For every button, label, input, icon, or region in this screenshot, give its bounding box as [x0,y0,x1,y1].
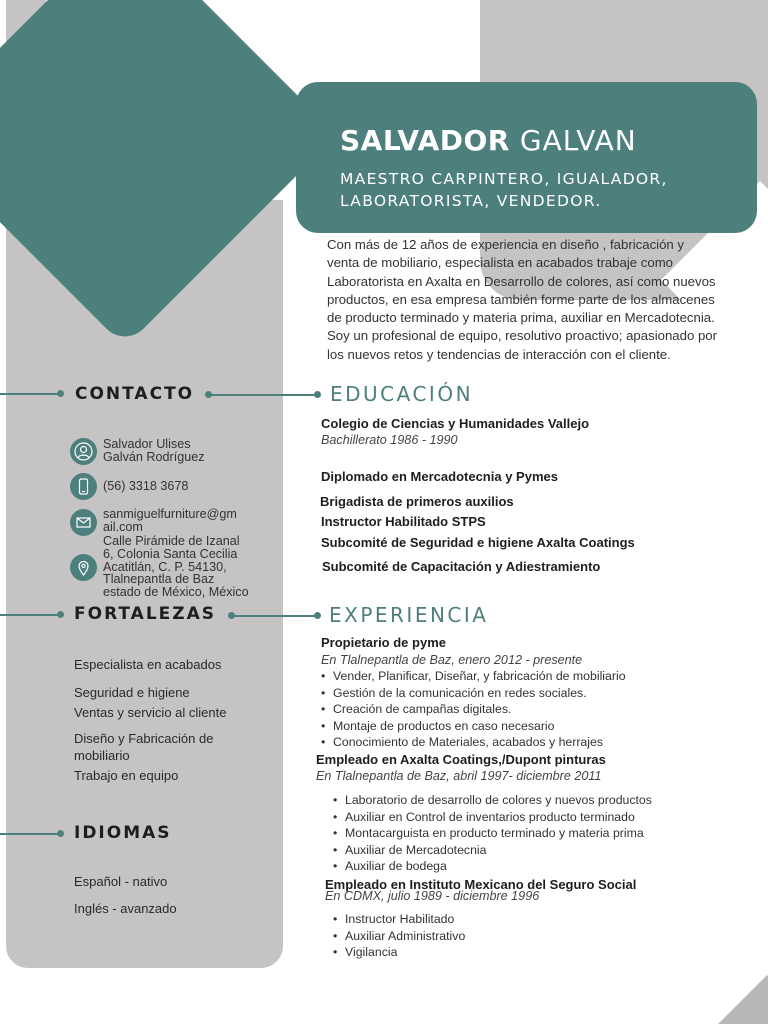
address-line: Acatitlán, C. P. 54130, [103,559,227,574]
job-title: Propietario de pyme [321,635,446,650]
decorative-corner-shape [687,970,768,1024]
address-line: estado de México, México [103,585,249,600]
job-bullet: • Vigilancia [333,944,465,961]
job-bullet: • Conocimiento de Materiales, acabados y herrajes [321,734,626,751]
education-item: Subcomité de Seguridad e higiene Axalta Coatings [321,535,635,550]
job-detail: En Tlalnepantla de Baz, abril 1997- diciembre 2011 [316,769,602,783]
strength-item: Seguridad e higiene [74,685,190,700]
job-detail: En Tlalnepantla de Baz, enero 2012 - presente [321,653,583,667]
contact-phone: (56) 3318 3678 [103,479,189,493]
languages-header-dot [57,830,64,837]
job-bullet: • Creación de campañas digitales. [321,701,626,718]
job-bullet: • Laboratorio de desarrollo de colores y nuevos productos [333,792,652,809]
contact-header-line-left [0,393,60,395]
language-item: Español - nativo [74,874,168,889]
contact-email-line-1: sanmiguelfurniture@gm [103,507,237,521]
contact-name-line-2: Galván Rodríguez [103,449,205,464]
strengths-heading: FORTALEZAS [74,604,216,624]
job-title-line-1: MAESTRO CARPINTERO, IGUALADOR, [340,170,668,188]
job-bullet: • Auxiliar Administrativo [333,928,465,945]
name-banner [296,82,757,233]
strengths-header-line-left [0,614,60,616]
address-line: Tlalnepantla de Baz [103,572,215,587]
last-name: GALVAN [519,124,637,157]
contact-header-dot-left [57,390,64,397]
job-bullet: • Montacarguista en producto terminado y materia prima [333,825,652,842]
strength-item: Diseño y Fabricación de mobiliario [74,731,214,763]
job-bullet: • Auxiliar de bodega [333,858,652,875]
language-item: Inglés - avanzado [74,901,177,916]
profile-summary: Con más de 12 años de experiencia en diseño , fabricación y venta de mobiliario, especialista en acabados trabaje como Laboratorista en Axalta en Desarrollo de colores, así como nuevos productos, en esa empresa también forme parte de los almacenes de producto terminado y materia prima, auxiliar en Mercadotecnia. Soy un profesional de equipo, resolutivo proactivo; apasionado por los nuevos retos y tendencias de interacción con el cliente. [327,237,718,362]
contact-header-line-right [210,394,320,396]
education-header-dot [314,391,321,398]
contact-email-line-2: ail.com [103,519,143,534]
full-name [340,124,637,157]
languages-heading: IDIOMAS [74,823,172,843]
strengths-header-dot-left [57,611,64,618]
contact-name [103,438,205,464]
strength-item: Trabajo en equipo [74,768,179,783]
job-bullets [333,911,465,961]
job-bullets [321,668,626,751]
strengths-header-line-right [234,615,318,617]
experience-header-dot [314,612,321,619]
languages-header-line [0,833,60,835]
job-title-line-2: LABORATORISTA, VENDEDOR. [340,192,602,210]
strength-item: Ventas y servicio al cliente [74,705,227,720]
education-school-detail: Bachillerato 1986 - 1990 [321,433,458,447]
phone-icon [70,473,97,500]
job-bullet: • Montaje de productos en caso necesario [321,718,626,735]
education-heading: EDUCACIÓN [330,382,474,406]
first-name: SALVADOR [340,124,510,157]
decorative-diamond-wrap [0,0,340,350]
education-item: Subcomité de Capacitación y Adiestramiento [322,559,601,574]
contact-name-line-1: Salvador Ulises [103,437,191,451]
strength-item: Especialista en acabados [74,657,222,672]
contact-heading: CONTACTO [75,384,195,404]
job-bullet: • Instructor Habilitado [333,911,465,928]
address-line: Calle Pirámide de Izanal [103,534,240,548]
job-title: Empleado en Instituto Mexicano del Seguro Social [325,877,637,892]
job-bullet: • Auxiliar de Mercadotecnia [333,842,652,859]
decorative-diamond [0,0,337,347]
education-item: Instructor Habilitado STPS [321,514,486,529]
job-title: Empleado en Axalta Coatings,/Dupont pinturas [316,752,606,767]
job-bullet: • Gestión de la comunicación en redes sociales. [321,685,626,702]
contact-address [103,535,249,599]
job-bullets [333,792,652,875]
job-bullet: • Auxiliar en Control de inventarios producto terminado [333,809,652,826]
education-school: Colegio de Ciencias y Humanidades Vallejo [321,416,590,431]
location-icon [70,554,97,581]
contact-email [103,508,237,534]
address-line: 6, Colonia Santa Cecilia [103,546,238,561]
mail-icon [70,509,97,536]
job-detail: En CDMX, julio 1989 - diciembre 1996 [325,889,540,903]
education-item: Diplomado en Mercadotecnia y Pymes [321,469,558,484]
experience-heading: EXPERIENCIA [329,603,489,627]
education-item: Brigadista de primeros auxilios [320,494,514,509]
job-bullet: • Vender, Planificar, Diseñar, y fabricación de mobiliario [321,668,626,685]
user-icon [70,438,97,465]
